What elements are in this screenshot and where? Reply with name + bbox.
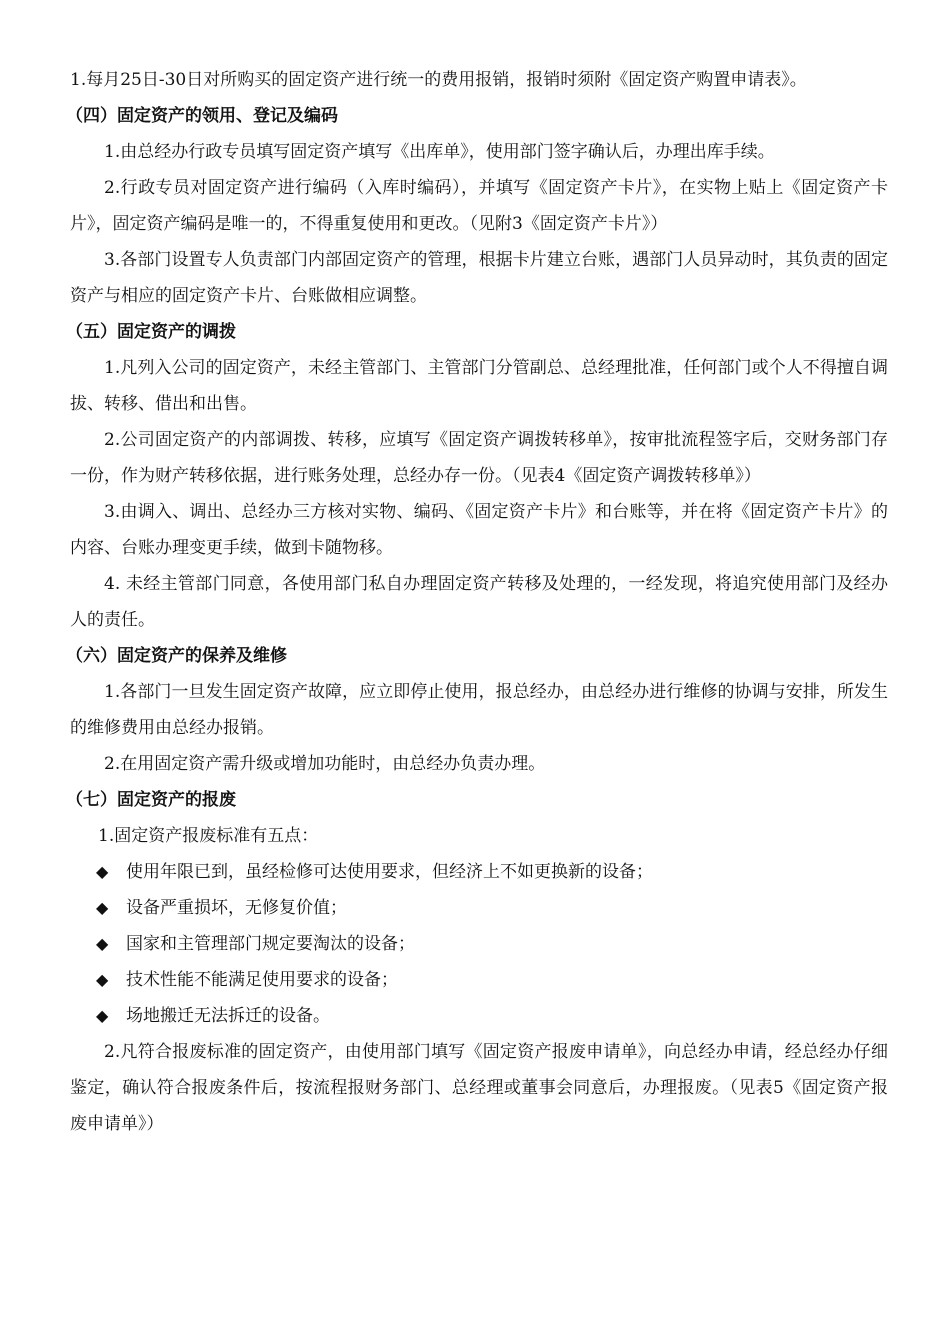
list-item-text: 技术性能不能满足使用要求的设备； [126,970,398,990]
paragraph-7-2: 2.凡符合报废标准的固定资产，由使用部门填写《固定资产报废申请单》，向总经办申请，经总经办仔细鉴定，确认符合报废条件后，按流程报财务部门、总经理或董事会同意后，办理报废。（见表5《固定资产报废申请单》） [70,1042,888,1134]
list-item-text: 场地搬迁无法拆迁的设备。 [126,1006,330,1026]
paragraph-5-4: 4. 未经主管部门同意，各使用部门私自办理固定资产转移及处理的，一经发现，将追究使用部门及经办人的责任。 [70,574,888,630]
section-heading-5: （五）固定资产的调拨 [66,322,236,342]
diamond-bullet-icon: ◆ [96,1006,109,1025]
list-item [70,926,888,962]
list-item-text: 设备严重损坏，无修复价值； [126,898,347,918]
list-item [70,998,888,1034]
section-heading-7: （七）固定资产的报废 [66,790,236,810]
list-item [70,854,888,890]
list-item-text: 使用年限已到，虽经检修可达使用要求，但经济上不如更换新的设备； [126,862,653,882]
list-item [70,962,888,998]
document-page [66,62,888,1142]
paragraph-5-2: 2.公司固定资产的内部调拨、转移，应填写《固定资产调拨转移单》，按审批流程签字后，交财务部门存一份，作为财产转移依据，进行账务处理，总经办存一份。（见表4《固定资产调拨转移单》） [70,430,888,486]
paragraph-6-2: 2.在用固定资产需升级或增加功能时，由总经办负责办理。 [104,754,546,774]
paragraph-reimbursement: 1.每月25日-30日对所购买的固定资产进行统一的费用报销，报销时须附《固定资产购置申请表》。 [70,70,807,90]
list-item [70,890,888,926]
diamond-bullet-icon: ◆ [96,862,109,881]
section-heading-4: （四）固定资产的领用、登记及编码 [66,106,338,126]
paragraph-4-2: 2.行政专员对固定资产进行编码（入库时编码），并填写《固定资产卡片》，在实物上贴上《固定资产卡片》，固定资产编码是唯一的，不得重复使用和更改。（见附3《固定资产卡片》） [70,178,888,234]
list-item-text: 国家和主管理部门规定要淘汰的设备； [126,934,415,954]
section-heading-6: （六）固定资产的保养及维修 [66,646,287,666]
paragraph-4-1: 1.由总经办行政专员填写固定资产填写《出库单》，使用部门签字确认后，办理出库手续。 [104,142,775,162]
paragraph-5-3: 3.由调入、调出、总经办三方核对实物、编码、《固定资产卡片》和台账等，并在将《固定资产卡片》的内容、台账办理变更手续，做到卡随物移。 [70,502,888,558]
diamond-bullet-icon: ◆ [96,898,109,917]
diamond-bullet-icon: ◆ [96,934,109,953]
paragraph-7-1: 1.固定资产报废标准有五点： [98,826,319,846]
paragraph-5-1: 1.凡列入公司的固定资产，未经主管部门、主管部门分管副总、总经理批准，任何部门或个人不得擅自调拔、转移、借出和出售。 [70,358,888,414]
diamond-bullet-icon: ◆ [96,970,109,989]
paragraph-4-3: 3.各部门设置专人负责部门内部固定资产的管理，根据卡片建立台账，遇部门人员异动时，其负责的固定资产与相应的固定资产卡片、台账做相应调整。 [70,250,888,306]
paragraph-6-1: 1.各部门一旦发生固定资产故障，应立即停止使用，报总经办，由总经办进行维修的协调与安排，所发生的维修费用由总经办报销。 [70,682,888,738]
